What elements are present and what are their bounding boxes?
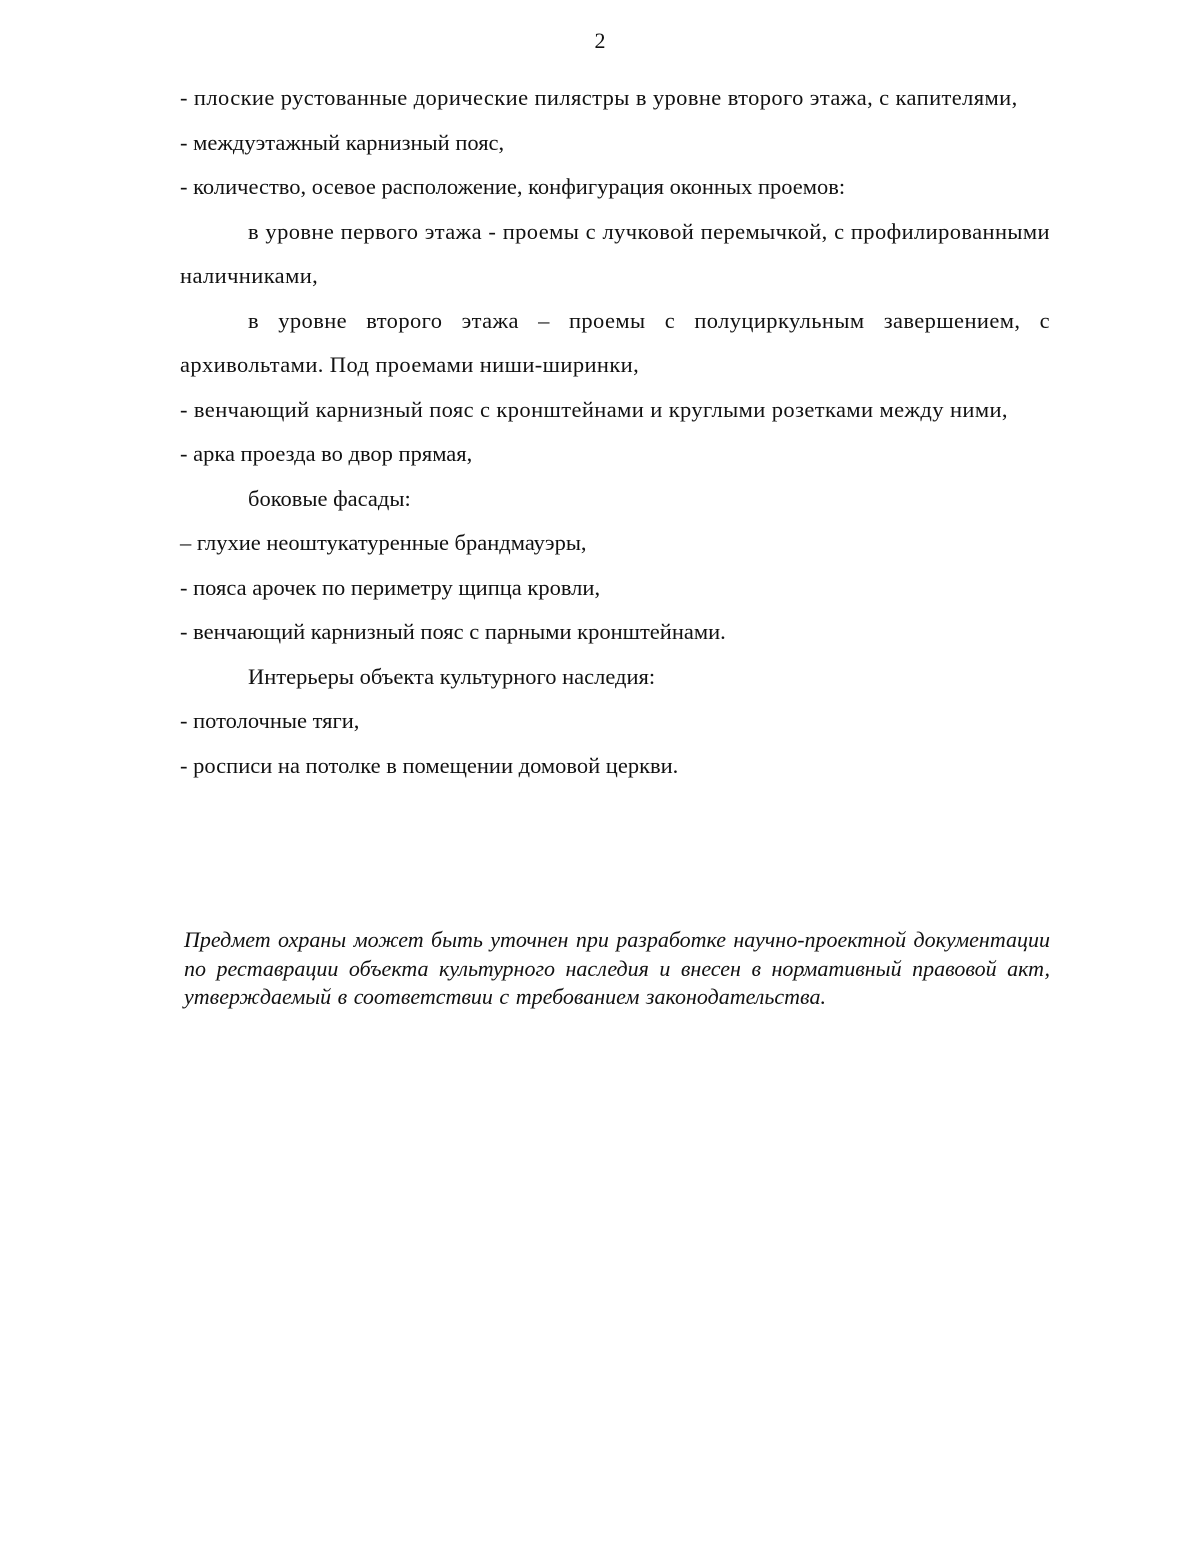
list-item-window-openings: - количество, осевое расположение, конфигурация оконных проемов: — [180, 174, 846, 199]
list-item-paired-brackets: - венчающий карнизный пояс с парными кронштейнами. — [180, 619, 726, 644]
subheading-side-facades: боковые фасады: — [248, 485, 411, 511]
paragraph-first-floor: в уровне первого этажа - проемы с лучковой перемычкой, с профилированными наличниками, — [180, 218, 1050, 288]
list-item-crowning-cornice: - венчающий карнизный пояс с кронштейнами и круглыми розетками между ними, — [180, 396, 1008, 422]
list-item-firewalls: – глухие неоштукатуренные брандмауэры, — [180, 530, 587, 555]
document-body — [180, 76, 1050, 788]
list-item-ceiling-paintings: - росписи на потолке в помещении домовой церкви. — [180, 752, 679, 778]
paragraph-second-floor: в уровне второго этажа – проемы с полуциркульным завершением, с архивольтами. Под проемами ниши-ширинки, — [180, 307, 1050, 377]
list-item-ceiling-rods: - потолочные тяги, — [180, 708, 360, 733]
list-item-arch-passage: - арка проезда во двор прямая, — [180, 441, 473, 466]
subheading-interiors: Интерьеры объекта культурного наследия: — [248, 663, 656, 689]
page-number: 2 — [594, 28, 606, 53]
protection-note: Предмет охраны может быть уточнен при разработке научно-проектной документации по реставрации объекта культурного наследия и внесен в нормативный правовой акт, утверждаемый в соответствии с требованием законодательства. — [184, 927, 1050, 1009]
list-item-pilasters: - плоские рустованные дорические пилястры в уровне второго этажа, с капителями, — [180, 85, 1018, 110]
list-item-arch-belts: - пояса арочек по периметру щипца кровли, — [180, 574, 601, 600]
list-item-cornice-belt: - междуэтажный карнизный пояс, — [180, 129, 505, 155]
